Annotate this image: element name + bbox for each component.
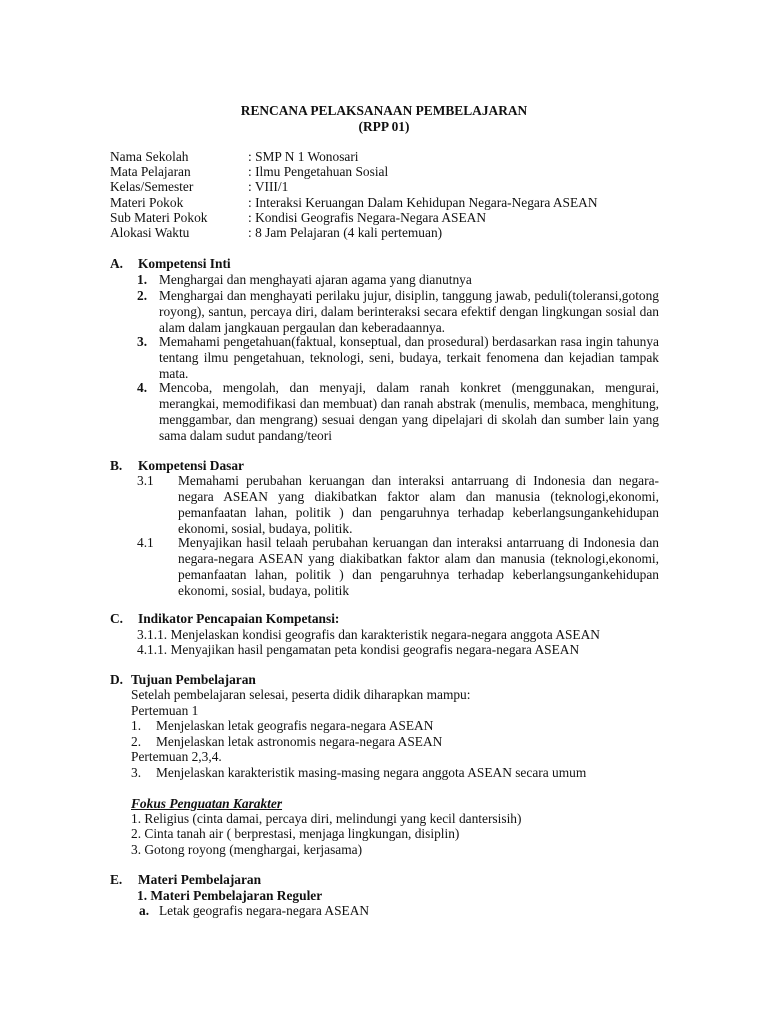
identity-label: Mata Pelajaran — [110, 164, 191, 179]
section-letter: E. — [110, 872, 123, 887]
identity-label: Alokasi Waktu — [110, 225, 190, 240]
identity-label: Nama Sekolah — [110, 149, 189, 164]
meeting-label: Pertemuan 1 — [131, 703, 199, 718]
section-letter: B. — [110, 458, 123, 473]
list-item-text: Menyajikan hasil telaah perubahan keruangan dan interaksi antarruang di Indonesia dan negara-negara ASEAN yang diakibatkan faktor alam dan manusia (teknologi,ekonomi, pemanfaatan lahan, politik ) dan pengaruhnya terhadap keberlangsungankehidupan ekonomi, sosial, budaya, politik — [178, 535, 659, 598]
list-item-text: Menghargai dan menghayati ajaran agama yang dianutnya — [159, 272, 472, 287]
section-title: Materi Pembelajaran — [138, 872, 262, 887]
fokus-item: 2. Cinta tanah air ( berprestasi, menjaga lingkungan, disiplin) — [131, 826, 460, 841]
indicator-item: 4.1.1. Menyajikan hasil pengamatan peta kondisi geografis negara-negara ASEAN — [137, 642, 580, 657]
list-number: 3.1 — [137, 473, 154, 488]
identity-value: : Ilmu Pengetahuan Sosial — [248, 164, 389, 179]
list-number: 2. — [131, 734, 142, 749]
identity-value: : SMP N 1 Wonosari — [248, 149, 359, 164]
intro-text: Setelah pembelajaran selesai, peserta didik diharapkan mampu: — [131, 687, 471, 702]
section-title: Tujuan Pembelajaran — [131, 672, 256, 687]
list-number: 4.1 — [137, 535, 154, 550]
list-item-text: Memahami perubahan keruangan dan interaksi antarruang di Indonesia dan negara-negara ASEAN yang diakibatkan faktor alam dan manusia (teknologi,ekonomi, pemanfaatan lahan, politik ) dan pengaruhnya terhadap keberlangsungankehidupan ekonomi, sosial, budaya, politik. — [178, 473, 659, 536]
list-letter: a. — [139, 903, 150, 918]
document-subtitle: (RPP 01) — [358, 119, 410, 134]
identity-value: : Kondisi Geografis Negara-Negara ASEAN — [248, 210, 486, 225]
document-title: RENCANA PELAKSANAAN PEMBELAJARAN — [240, 103, 528, 118]
section-letter: D. — [110, 672, 124, 687]
list-item-text: Mencoba, mengolah, dan menyaji, dalam ranah konkret (menggunakan, mengurai, merangkai, memodifikasi dan membuat) dan ranah abstrak (menulis, membaca, menghitung, menggambar, dan mengrang) sesuai dengan yang dipelajari di skolah dan sumber lain yang sama dalam sudut pandang/teori — [159, 380, 659, 443]
list-item-text: Menjelaskan letak geografis negara-negara ASEAN — [156, 718, 434, 733]
indicator-item: 3.1.1. Menjelaskan kondisi geografis dan karakteristik negara-negara anggota ASEAN — [137, 627, 600, 642]
section-title: Indikator Pencapaian Kompetansi: — [138, 611, 340, 626]
meeting-label: Pertemuan 2,3,4. — [131, 749, 222, 764]
list-number: 1. — [137, 272, 148, 287]
list-item-text: Letak geografis negara-negara ASEAN — [159, 903, 370, 918]
section-title: Kompetensi Dasar — [138, 458, 245, 473]
identity-label: Sub Materi Pokok — [110, 210, 208, 225]
identity-value: : Interaksi Keruangan Dalam Kehidupan Negara-Negara ASEAN — [248, 195, 598, 210]
list-item-text: Memahami pengetahuan(faktual, konseptual, dan prosedural) berdasarkan rasa ingin tahunya tentang ilmu pengetahuan, teknologi, seni, budaya, terkait fenomena dan kejadian tampak mata. — [159, 334, 659, 381]
subsection-title: 1. Materi Pembelajaran Reguler — [137, 888, 323, 903]
fokus-item: 3. Gotong royong (menghargai, kerjasama) — [131, 842, 363, 857]
section-letter: C. — [110, 611, 124, 626]
identity-value: : 8 Jam Pelajaran (4 kali pertemuan) — [248, 225, 443, 240]
section-letter: A. — [110, 256, 124, 271]
list-item-text: Menjelaskan karakteristik masing-masing negara anggota ASEAN secara umum — [156, 765, 587, 780]
fokus-title: Fokus Penguatan Karakter — [131, 796, 283, 811]
identity-value: : VIII/1 — [248, 179, 289, 194]
list-number: 4. — [137, 380, 148, 395]
list-number: 1. — [131, 718, 142, 733]
list-item-text: Menghargai dan menghayati perilaku jujur, disiplin, tanggung jawab, peduli(toleransi,gotong royong), santun, percaya diri, dalam berinteraksi secara efektif dengan lingkungan sosial dan alam dalam jangkauan pergaulan dan keberadaannya. — [159, 288, 659, 335]
identity-label: Materi Pokok — [110, 195, 184, 210]
identity-label: Kelas/Semester — [110, 179, 194, 194]
section-title: Kompetensi Inti — [138, 256, 231, 271]
list-number: 3. — [131, 765, 142, 780]
fokus-item: 1. Religius (cinta damai, percaya diri, melindungi yang kecil dantersisih) — [131, 811, 522, 826]
list-number: 2. — [137, 288, 148, 303]
list-number: 3. — [137, 334, 148, 349]
list-item-text: Menjelaskan letak astronomis negara-negara ASEAN — [156, 734, 443, 749]
